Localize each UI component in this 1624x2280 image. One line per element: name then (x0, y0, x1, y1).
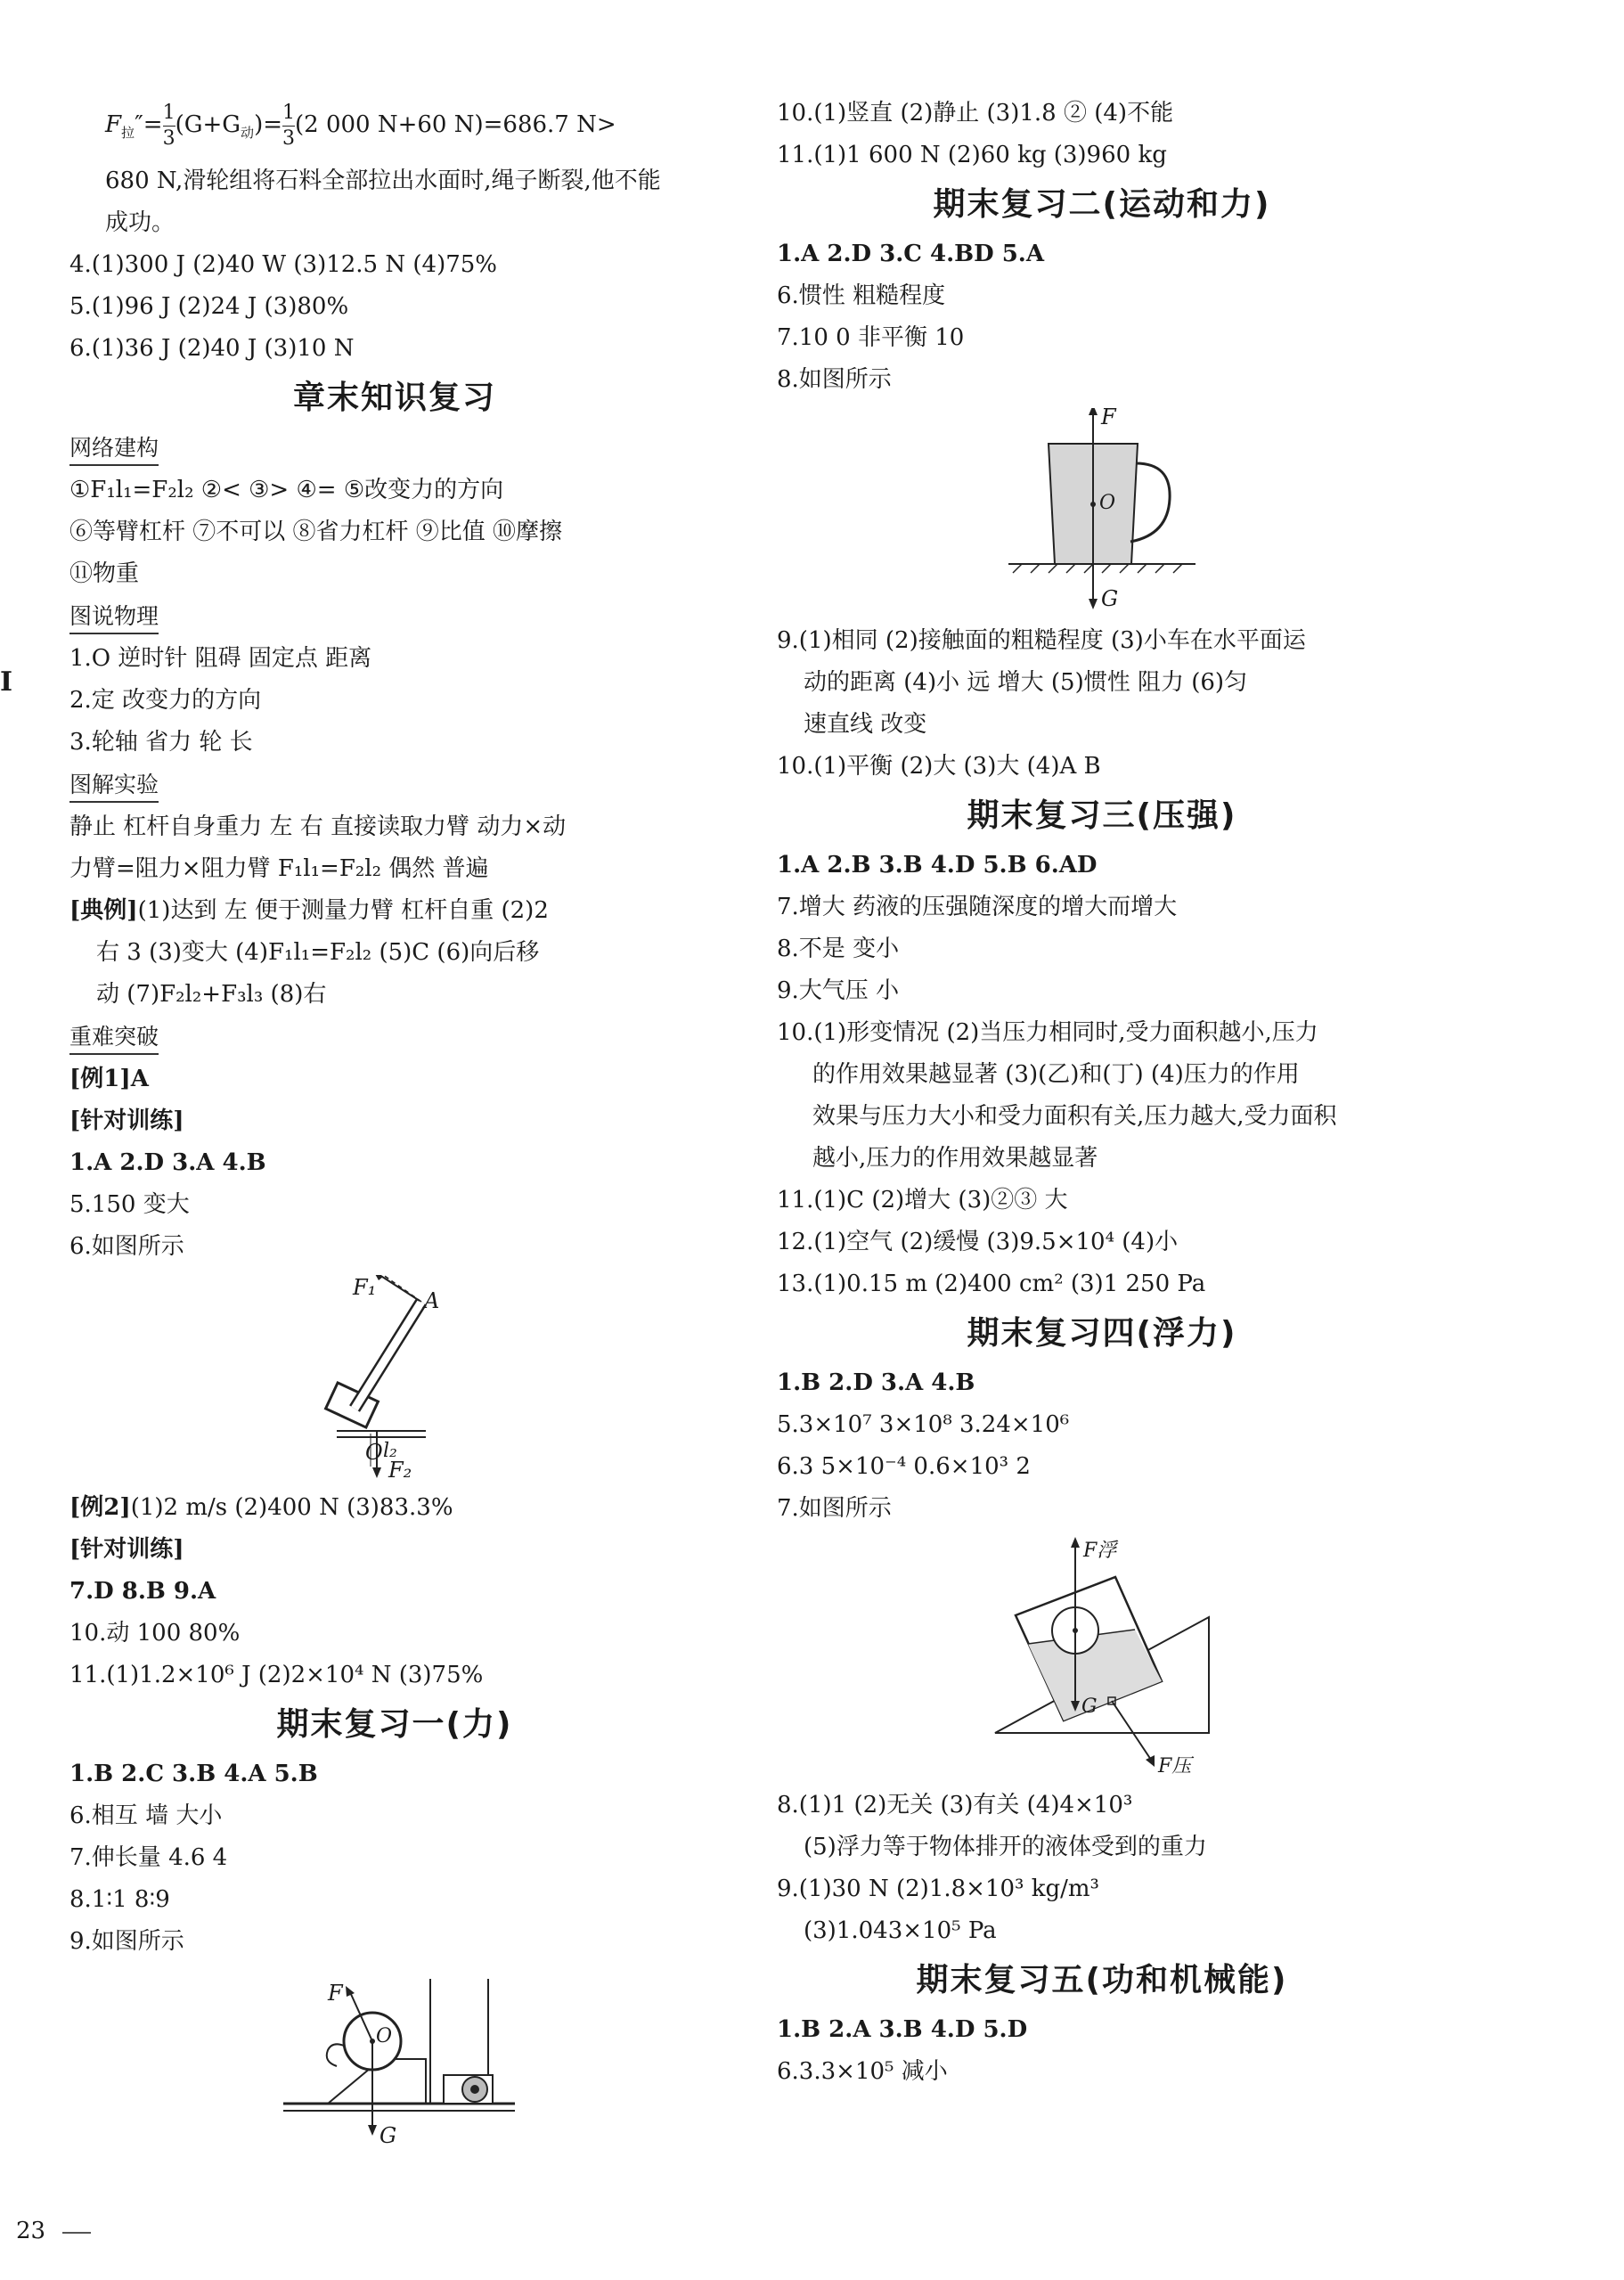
final4-line-6: 6.3 5×10⁻⁴ 0.6×10³ 2 (777, 1453, 1031, 1480)
final3-line-12: 12.(1)空气 (2)缓慢 (3)9.5×10⁴ (4)小 (777, 1229, 1179, 1255)
network-line-2: ⑥等臂杠杆 ⑦不可以 ⑧省力杠杆 ⑨比值 ⑩摩擦 (69, 519, 563, 545)
lever-hammer-figure (69, 1275, 720, 1483)
diagram-line-1: 1.O 逆时针 阻碍 固定点 距离 (69, 645, 372, 672)
final3-line-11: 11.(1)C (2)增大 (3)②③ 大 (777, 1187, 1068, 1214)
fig1-label-f1: F₁ (353, 1275, 377, 1300)
buoyancy-figure (777, 1537, 1427, 1777)
fig2-label-g: G (379, 2123, 397, 2148)
fig4-label-g: G (1081, 1696, 1098, 1718)
fig1-label-f2: F₂ (388, 1458, 412, 1483)
final2-line-6: 6.惯性 粗糙程度 (777, 282, 946, 309)
experiment-line-2: 力臂=阻力×阻力臂 F₁l₁=F₂l₂ 偶然 普遍 (69, 855, 489, 882)
final-review-2-title: 期末复习二(运动和力) (933, 186, 1271, 223)
fig2-label-f: F (328, 1981, 343, 2006)
final5-line-6: 6.3.3×10⁵ 减小 (777, 2058, 948, 2085)
final2-line-9a: 9.(1)相同 (2)接触面的粗糙程度 (3)小车在水平面运 (777, 627, 1306, 654)
example-line-1: [典例](1)达到 左 便于测量力臂 杠杆自重 (2)2 (69, 897, 549, 924)
fig4-label-fya: F压 (1158, 1755, 1192, 1777)
network-line-3: ⑪物重 (69, 560, 140, 587)
final2-line-1: 1.A 2.D 3.C 4.BD 5.A (777, 241, 1045, 267)
formula-cont-1: 680 N,滑轮组将石料全部拉出水面时,绳子断裂,他不能 (105, 168, 661, 194)
formula-line: $F_拉''=$ $\frac{1}{3}$ $(G+G_动)=$ $\frac{1}{3}$ (2 000 N+60 N)=686.7 N> (105, 101, 616, 150)
diagram-line-2: 2.定 改变力的方向 (69, 687, 262, 714)
page-number: 23 (16, 2218, 46, 2244)
training-line-6: 6.如图所示 (69, 1233, 184, 1260)
training-line-5: 5.150 变大 (69, 1191, 190, 1218)
final-review-4-title: 期末复习四(浮力) (967, 1315, 1237, 1352)
training-line-11: 11.(1)1.2×10⁶ J (2)2×10⁴ N (3)75% (69, 1662, 484, 1688)
final1-line-6: 6.相互 墙 大小 (69, 1802, 223, 1829)
cup-force-figure (777, 405, 1427, 613)
training-label-2: [针对训练] (69, 1536, 184, 1563)
final4-line-9b: (3)1.043×10⁵ Pa (804, 1917, 997, 1944)
final2-line-9b: 动的距离 (4)小 远 增大 (5)惯性 阻力 (6)匀 (804, 669, 1248, 696)
final2-line-8: 8.如图所示 (777, 366, 892, 393)
fig1-label-o: O (365, 1440, 383, 1465)
left-column (69, 89, 720, 2155)
fig2-label-o: O (376, 2025, 393, 2047)
chapter-review-title: 章末知识复习 (292, 380, 496, 416)
final5-line-1: 1.B 2.A 3.B 4.D 5.D (777, 2016, 1028, 2043)
final-review-1-title: 期末复习一(力) (276, 1706, 513, 1743)
final3-line-7: 7.增大 药液的压强随深度的增大而增大 (777, 894, 1178, 920)
final2-line-7: 7.10 0 非平衡 10 (777, 324, 965, 351)
fig1-label-l2: l₂ (383, 1440, 397, 1462)
ball-slope-figure (69, 1970, 720, 2148)
fig1-label-a: A (424, 1288, 440, 1313)
margin-mark: I (0, 666, 13, 698)
formula-cont-2: 成功。 (105, 209, 175, 236)
training-line-10: 10.动 100 80% (69, 1620, 241, 1647)
final4-line-1: 1.B 2.D 3.A 4.B (777, 1369, 975, 1396)
example-line-2: 右 3 (3)变大 (4)F₁l₁=F₂l₂ (5)C (6)向后移 (96, 939, 540, 966)
page-number-dash (62, 2232, 91, 2234)
final3-line-9: 9.大气压 小 (777, 977, 900, 1004)
fig3-label-g: G (1101, 586, 1119, 611)
diagram-line-3: 3.轮轴 省力 轮 长 (69, 729, 253, 756)
diagram-physics-title: 图说物理 (69, 599, 159, 634)
final1-line-7: 7.伸长量 4.6 4 (69, 1844, 228, 1871)
network-title: 网络建构 (69, 430, 159, 466)
right-column (777, 93, 1427, 2093)
final4-line-8b: (5)浮力等于物体排开的液体受到的重力 (804, 1834, 1207, 1860)
final2-line-10: 10.(1)平衡 (2)大 (3)大 (4)A B (777, 753, 1101, 780)
final2-line-9c: 速直线 改变 (804, 711, 927, 738)
final4-line-8a: 8.(1)1 (2)无关 (3)有关 (4)4×10³ (777, 1792, 1133, 1818)
fig3-label-f: F (1101, 405, 1116, 429)
final4-line-9a: 9.(1)30 N (2)1.8×10³ kg/m³ (777, 1875, 1099, 1902)
fig3-label-o: O (1099, 492, 1116, 514)
training-line-7: 7.D 8.B 9.A (69, 1578, 216, 1605)
final1-line-8: 8.1∶1 8∶9 (69, 1886, 170, 1913)
final3-line-1: 1.A 2.B 3.B 4.D 5.B 6.AD (777, 852, 1098, 878)
final3-line-13: 13.(1)0.15 m (2)400 cm² (3)1 250 Pa (777, 1271, 1206, 1297)
network-line-1: ①F₁l₁=F₂l₂ ②< ③> ④= ⑤改变力的方向 (69, 477, 504, 503)
answer-q10: 10.(1)竖直 (2)静止 (3)1.8 ② (4)不能 (777, 100, 1174, 127)
final1-line-9: 9.如图所示 (69, 1928, 184, 1955)
example-line-3: 动 (7)F₂l₂+F₃l₃ (8)右 (96, 981, 327, 1008)
experiment-line-1: 静止 杠杆自身重力 左 右 直接读取力臂 动力×动 (69, 813, 567, 840)
example1-line: [例1]A (69, 1066, 149, 1092)
final3-line-10c: 效果与压力大小和受力面积有关,压力越大,受力面积 (812, 1103, 1337, 1130)
answer-q11: 11.(1)1 600 N (2)60 kg (3)960 kg (777, 142, 1167, 168)
final4-line-7: 7.如图所示 (777, 1495, 892, 1522)
final4-line-5: 5.3×10⁷ 3×10⁸ 3.24×10⁶ (777, 1411, 1070, 1438)
training-line-1: 1.A 2.D 3.A 4.B (69, 1149, 266, 1176)
final3-line-10a: 10.(1)形变情况 (2)当压力相同时,受力面积越小,压力 (777, 1019, 1318, 1046)
final3-line-10d: 越小,压力的作用效果越显著 (812, 1145, 1098, 1172)
final3-line-10b: 的作用效果越显著 (3)(乙)和(丁) (4)压力的作用 (812, 1061, 1300, 1088)
final1-line-1: 1.B 2.C 3.B 4.A 5.B (69, 1761, 318, 1787)
answer-q5: 5.(1)96 J (2)24 J (3)80% (69, 293, 349, 320)
answer-q6: 6.(1)36 J (2)40 J (3)10 N (69, 335, 355, 362)
training-label: [针对训练] (69, 1107, 184, 1134)
experiment-title: 图解实验 (69, 767, 159, 803)
final-review-5-title: 期末复习五(功和机械能) (916, 1962, 1288, 1998)
hard-breakthrough-title: 重难突破 (69, 1019, 159, 1055)
answer-q4: 4.(1)300 J (2)40 W (3)12.5 N (4)75% (69, 251, 497, 278)
example2-line: [例2](1)2 m/s (2)400 N (3)83.3% (69, 1494, 453, 1521)
final-review-3-title: 期末复习三(压强) (967, 797, 1237, 834)
final3-line-8: 8.不是 变小 (777, 936, 900, 962)
fig4-label-ffu: F浮 (1083, 1540, 1117, 1562)
